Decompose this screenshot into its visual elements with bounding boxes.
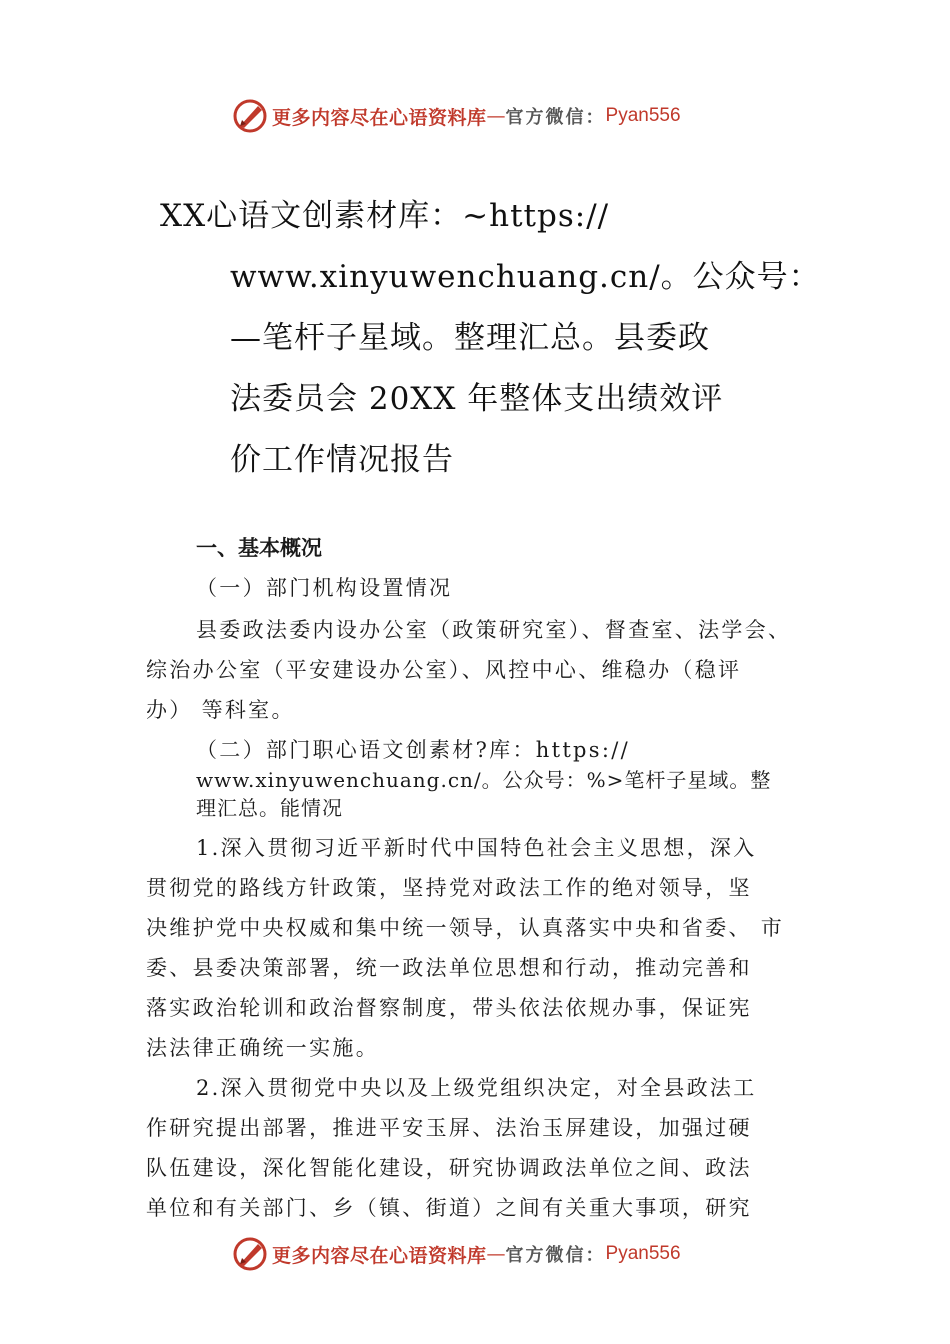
title-line: 价工作情况报告 [230,442,454,478]
banner-main-text: 更多内容尽在心语资料库 [272,106,487,129]
paragraph-line: 委、县委决策部署，统一政法单位思想和行动，推动完善和 [146,956,752,980]
paragraph-line: 作研究提出部署，推进平安玉屏、法治玉屏建设，加强过硬 [146,1116,752,1140]
banner-dash: — [486,1243,506,1265]
document-title [160,186,821,491]
title-line: XX心语文创素材库：~https:// [160,198,610,234]
title-line: 法委员会 20XX 年整体支出绩效评 [230,381,724,417]
subsection-heading: 理汇总。能情况 [196,796,343,820]
subsection-heading: （一）部门机构设置情况 [196,576,453,600]
subsection-heading: www.xinyuwenchuang.cn/。公众号：%>笔杆子星域。整 [196,768,772,792]
paragraph-line: 法法律正确统一实施。 [146,1036,379,1060]
subsection-heading: （二）部门职心语文创素材?库：https:// [196,738,631,762]
paragraph-line: 2.深入贯彻党中央以及上级党组织决定，对全县政法工 [196,1076,757,1100]
pen-logo-icon [232,1236,268,1272]
paragraph-line: 县委政法委内设办公室（政策研究室）、督查室、法学会、 [196,618,792,642]
paragraph-line: 队伍建设，深化智能化建设，研究协调政法单位之间、政法 [146,1156,752,1180]
banner-dash: — [486,105,506,127]
paragraph-line: 单位和有关部门、乡（镇、街道）之间有关重大事项，研究 [146,1196,752,1220]
paragraph-line: 办） 等科室。 [146,698,295,722]
paragraph-line: 落实政治轮训和政治督察制度，带头依法依规办事，保证宪 [146,996,752,1020]
banner-wechat-label: 官方微信： [505,107,606,128]
title-line: www.xinyuwenchuang.cn/。公众号： [230,259,821,295]
banner-wechat-id: Pyan556 [605,1243,681,1264]
banner-main-text: 更多内容尽在心语资料库 [272,1244,487,1267]
pen-logo-icon [232,98,268,134]
title-line: —笔杆子星域。整理汇总。县委政 [230,320,710,356]
banner-wechat-label: 官方微信： [505,1245,606,1266]
paragraph-line: 综治办公室（平安建设办公室）、风控中心、维稳办（稳评 [146,658,742,682]
footer-banner [232,1234,681,1274]
section-heading: 一、基本概况 [196,536,322,560]
paragraph-line: 1.深入贯彻习近平新时代中国特色社会主义思想，深入 [196,836,757,860]
paragraph-line: 决维护党中央权威和集中统一领导，认真落实中央和省委、 市 [146,916,785,940]
header-banner [232,96,681,136]
banner-wechat-id: Pyan556 [605,105,681,126]
paragraph-line: 贯彻党的路线方针政策，坚持党对政法工作的绝对领导，坚 [146,876,752,900]
